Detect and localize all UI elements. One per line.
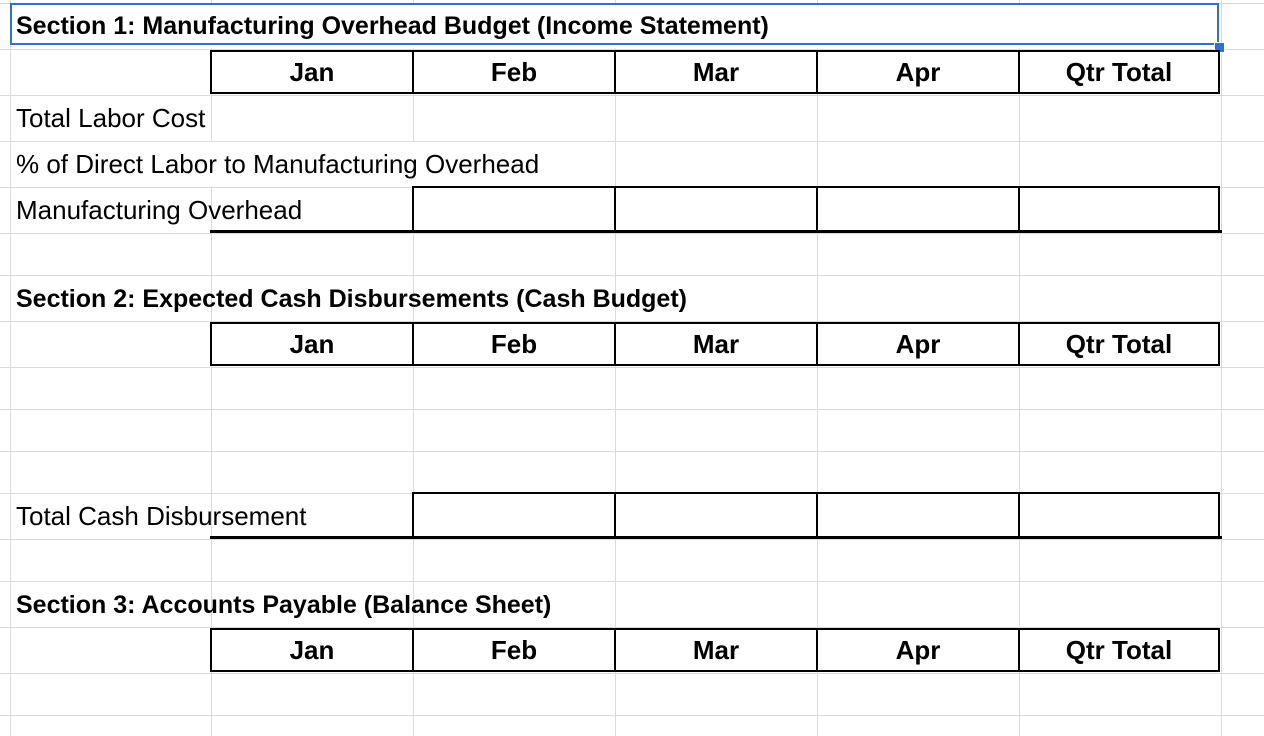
header-qtr-total[interactable]: Qtr Total (1065, 57, 1173, 87)
header-jan[interactable]: Jan (289, 329, 335, 359)
row-total-labor-cost[interactable]: Total Labor Cost (16, 96, 205, 140)
header-qtr-total[interactable]: Qtr Total (1065, 329, 1173, 359)
header-feb[interactable]: Feb (490, 329, 538, 359)
section-1-title[interactable]: Section 1: Manufacturing Overhead Budget (Income Statement) (16, 4, 1206, 48)
header-mar[interactable]: Mar (692, 329, 740, 359)
header-apr[interactable]: Apr (895, 635, 941, 665)
selected-cell-outline (10, 3, 1219, 45)
header-feb[interactable]: Feb (490, 57, 538, 87)
section-1-header-row (210, 50, 1220, 94)
row-total-cash-disbursement[interactable]: Total Cash Disbursement (16, 501, 307, 531)
section-2-header-row (210, 322, 1220, 366)
header-jan[interactable]: Jan (289, 635, 335, 665)
section-1-total-underline (210, 230, 1222, 233)
section-2-total-underline (210, 536, 1222, 539)
manufacturing-overhead-cells[interactable] (412, 186, 1220, 232)
section-3-title[interactable]: Section 3: Accounts Payable (Balance Sheet) (16, 591, 552, 619)
section-3-header-row (210, 628, 1220, 672)
header-mar[interactable]: Mar (692, 635, 740, 665)
header-apr[interactable]: Apr (895, 57, 941, 87)
row-pct-direct-labor[interactable]: % of Direct Labor to Manufacturing Overhead (16, 142, 539, 186)
header-feb[interactable]: Feb (490, 635, 538, 665)
row-manufacturing-overhead[interactable]: Manufacturing Overhead (16, 195, 303, 225)
header-qtr-total[interactable]: Qtr Total (1065, 635, 1173, 665)
total-cash-disbursement-cells[interactable] (412, 492, 1220, 538)
header-jan[interactable]: Jan (289, 57, 335, 87)
section-2-title[interactable]: Section 2: Expected Cash Disbursements (Cash Budget) (16, 285, 687, 313)
header-apr[interactable]: Apr (895, 329, 941, 359)
header-mar[interactable]: Mar (692, 57, 740, 87)
